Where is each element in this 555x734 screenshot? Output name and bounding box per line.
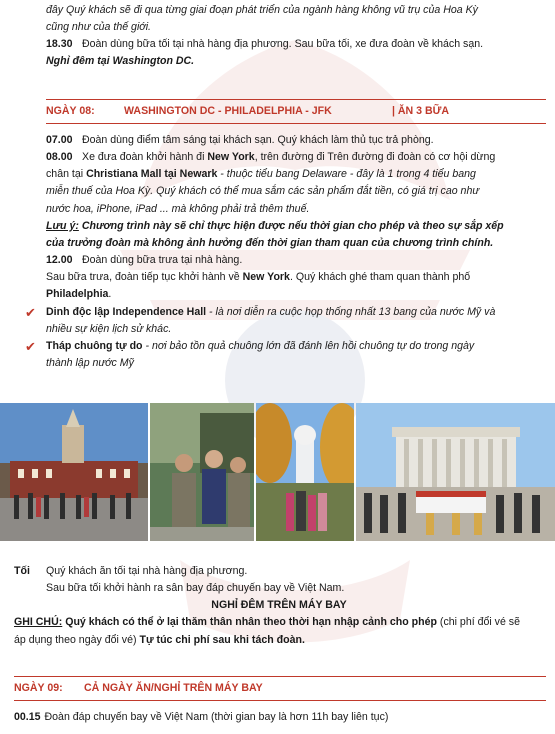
schedule-row (46, 132, 542, 149)
time-label: 07.00 (46, 134, 73, 146)
overnight-note: NGHỈ ĐÊM TRÊN MÁY BAY (211, 599, 347, 612)
text-line: đây Quý khách sẽ đi qua từng giai đoạn phát triển của ngành hàng không vũ trụ của Hoa Kỳ (46, 4, 478, 16)
day-title: CẢ NGÀY ĂN/NGHỈ TRÊN MÁY BAY (84, 682, 263, 694)
text-line (46, 286, 542, 303)
note-line: của trưởng đoàn mà không ảnh hưởng đến thời gian tham quan của chương trình chính. (46, 236, 494, 249)
evening-section (14, 563, 544, 649)
text-line: thành lập nước Mỹ (46, 357, 134, 370)
time-label: 00.15 (14, 711, 41, 723)
note-text: Tự túc chi phí sau khi tách đoàn. (139, 633, 305, 646)
text-line: nước hoa, iPhone, iPad ... mà không phải trả thêm thuế. (46, 202, 310, 215)
place-name: Philadelphia (46, 288, 109, 301)
schedule-text: , trên đường đi Trên đường đi đoàn có cơ hội dừng (254, 151, 496, 164)
time-label: Tối (14, 565, 30, 577)
independence-hall-photo (0, 403, 148, 541)
divider (46, 123, 546, 124)
schedule-text: chân tại (46, 168, 87, 181)
schedule-text: Đoàn dùng bữa trưa tại nhà hàng. (82, 254, 243, 267)
text-line: nhiều sự kiện lịch sử khác. (46, 322, 172, 335)
schedule-row (46, 252, 542, 269)
text-line: Sau bữa tối khởi hành ra sân bay đáp chuyến bay về Việt Nam. (46, 582, 345, 595)
capitol-photo (256, 403, 354, 541)
schedule-text: . (108, 288, 112, 301)
note-label: GHI CHÚ: (14, 616, 63, 629)
note-line (14, 614, 544, 631)
lincoln-memorial-photo (356, 403, 555, 541)
schedule-row (46, 36, 542, 53)
day-label: NGÀY 09: (14, 682, 63, 694)
text-line: miễn thuế của Hoa Kỳ. Quý khách có thể mua sắm các sản phẩm đắt tiền, có giá trị cao như (46, 185, 480, 198)
note-text: Quý khách có thể ở lại thăm thân nhân theo thời hạn nhập cảnh cho phép (65, 616, 437, 629)
note-label: Lưu ý: (46, 219, 79, 232)
place-name: Christiana Mall tại Newark (86, 168, 218, 181)
schedule-text: - thuộc tiểu bang Delaware - đây là 1 trong 4 tiểu bang (217, 168, 476, 181)
schedule-text: Đoàn đáp chuyến bay về Việt Nam (thời gian bay là hơn 11h bay liên tục) (44, 711, 389, 723)
schedule-text: Xe đưa đoàn khởi hành đi (82, 151, 208, 164)
checklist-item (25, 304, 542, 321)
schedule-text: Sau bữa trưa, đoàn tiếp tục khởi hành về (46, 271, 243, 284)
time-label: 08.00 (46, 151, 73, 164)
note-line (46, 218, 542, 235)
time-label: 12.00 (46, 254, 73, 267)
photo-strip (0, 403, 555, 541)
time-label: 18.30 (46, 38, 73, 51)
schedule-text: Đoàn dùng bữa tối tại nhà hàng địa phương. Sau bữa tối, xe đưa đoàn về khách sạn. (82, 38, 484, 51)
place-name: New York (207, 151, 255, 164)
day-route: WASHINGTON DC - PHILADELPHIA - JFK (124, 105, 332, 117)
note-text: Chương trình này sẽ chỉ thực hiện được nếu thời gian cho phép và theo sự sắp xếp (78, 219, 504, 232)
schedule-row (46, 149, 542, 166)
text-line (46, 166, 542, 183)
sight-text: - nơi bảo tồn quả chuông lớn đã đánh lên hồi chuông tự do trong ngày (142, 339, 475, 352)
note-text: áp dụng theo ngày đổi vé) (14, 633, 140, 646)
schedule-text: Đoàn dùng điểm tâm sáng tại khách sạn. Quý khách làm thủ tục trả phòng. (82, 134, 434, 146)
soldiers-photo (150, 403, 254, 541)
schedule-text: . Quý khách ghé tham quan thành phố (289, 271, 471, 284)
day-label: NGÀY 08: (46, 105, 95, 117)
checkmark-icon: ✔ (25, 304, 36, 320)
sight-name: Dinh độc lập Independence Hall (46, 305, 207, 318)
note-line (14, 632, 544, 649)
schedule-row (14, 563, 544, 580)
divider (14, 700, 546, 701)
day9-schedule (14, 709, 544, 726)
place-name: New York (242, 271, 290, 284)
checklist-item (25, 338, 542, 355)
sight-text: - là nơi diễn ra cuộc họp thống nhất 13 bang của nước Mỹ và (206, 305, 496, 318)
schedule-row (14, 709, 544, 726)
text-line (46, 269, 542, 286)
top-section (46, 2, 542, 71)
checkmark-icon: ✔ (25, 338, 36, 354)
sight-name: Tháp chuông tự do (46, 339, 143, 352)
day8-schedule (25, 132, 542, 372)
schedule-text: Quý khách ăn tối tại nhà hàng địa phương. (46, 565, 248, 577)
note-text: (chi phí đổi vé sẽ (436, 616, 520, 629)
text-line: cũng như của thế giới. (46, 21, 151, 34)
overnight-note: Nghỉ đêm tại Washington DC. (46, 55, 195, 68)
day-meals: | ĂN 3 BỮA (392, 105, 450, 117)
